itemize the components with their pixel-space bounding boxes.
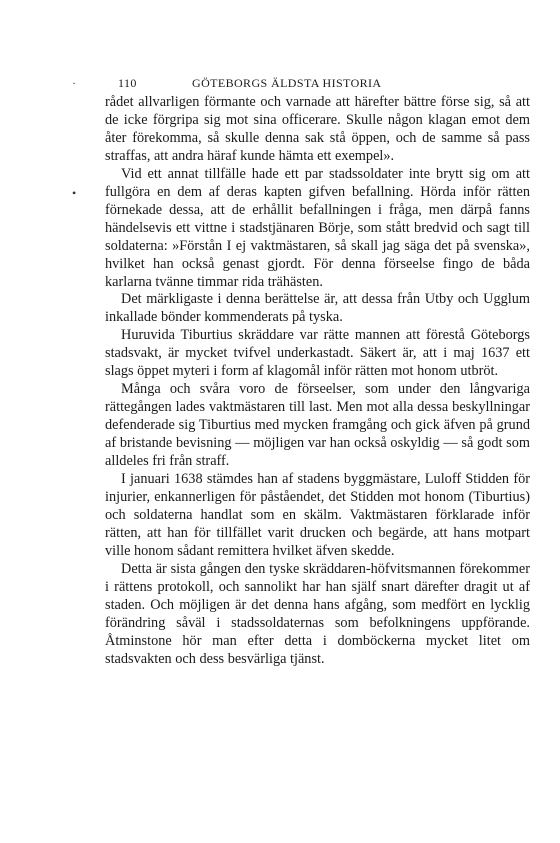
body-text: [105, 94, 530, 669]
paragraph: Vid ett annat tillfälle hade ett par stadssoldater inte brytt sig om att fullgöra en dem af deras kapten gifven befallning. Hörda inför rätten förnekade dessa, att de erhållit befallningen i fråga, men därpå fanns händelsevis ett vittne i stadstjänaren Börje, som stått bredvid och sagt till soldaterna: »Förstån I ej vaktmästaren, så skall jag säga det på svenska», hvilket han också genast gjordt. För denna förseelse fingo de båda karlarna tvänne timmar rida trähästen.: [105, 165, 530, 290]
margin-mark: ·: [72, 76, 76, 90]
margin-mark: •: [72, 186, 77, 200]
paragraph: rådet allvarligen förmante och varnade att härefter bättre förse sig, så att de icke förgripa sig mot sina officerare. Skulle någon klagan emot dem åter förekomma, så skulle denna sak stå öppen, och de samme så pass straffas, att andra häraf kunde hämta ett exempel».: [105, 94, 530, 164]
running-title: GÖTEBORGS ÄLDSTA HISTORIA: [192, 76, 382, 90]
page-number: 110: [118, 76, 137, 90]
paragraph: Huruvida Tiburtius skräddare var rätte mannen att förestå Göteborgs stadsvakt, är mycket tvifvel underkastadt. Säkert är, att i maj 1637 ett slags öppet myteri i form af klagomål inför rätten mot honom utbröt.: [105, 327, 530, 380]
paragraph: Det märkligaste i denna berättelse är, att dessa från Utby och Ugglum inkallade bönder kommenderats på tyska.: [105, 291, 530, 326]
paragraph: Detta är sista gången den tyske skräddaren-höfvitsmannen förekommer i rättens protokoll, och sannolikt har han själf snart därefter dragit ut af staden. Och möjligen är det denna hans afgång, som medfört en lycklig förändring såväl i stadssoldaternas som befolkningens uppförande. Åtminstone hör man efter detta i domböckerna mycket litet om stadsvakten och dess besvärliga tjänst.: [105, 560, 530, 667]
running-head: [112, 76, 532, 94]
paragraph: Många och svåra voro de förseelser, som under den långvariga rättegången lades vaktmästaren till last. Men mot alla dessa beskyllningar defenderade sig Tiburtius med mycken framgång och gick äfven på grund af bristande bevisning — möjligen var han också oskyldig — så godt som alldeles fri från straff.: [105, 381, 530, 470]
paragraph: I januari 1638 stämdes han af stadens byggmästare, Luloff Stidden för injurier, enkannerligen för påståendet, det Stidden mot honom (Tiburtius) och soldaterna handlat som en skälm. Vaktmästaren förklarade inför rätten, att han för tillfället varit drucken och begärde, att hans motpart ville honom sådant remittera hvilket äfven skedde.: [105, 471, 530, 559]
